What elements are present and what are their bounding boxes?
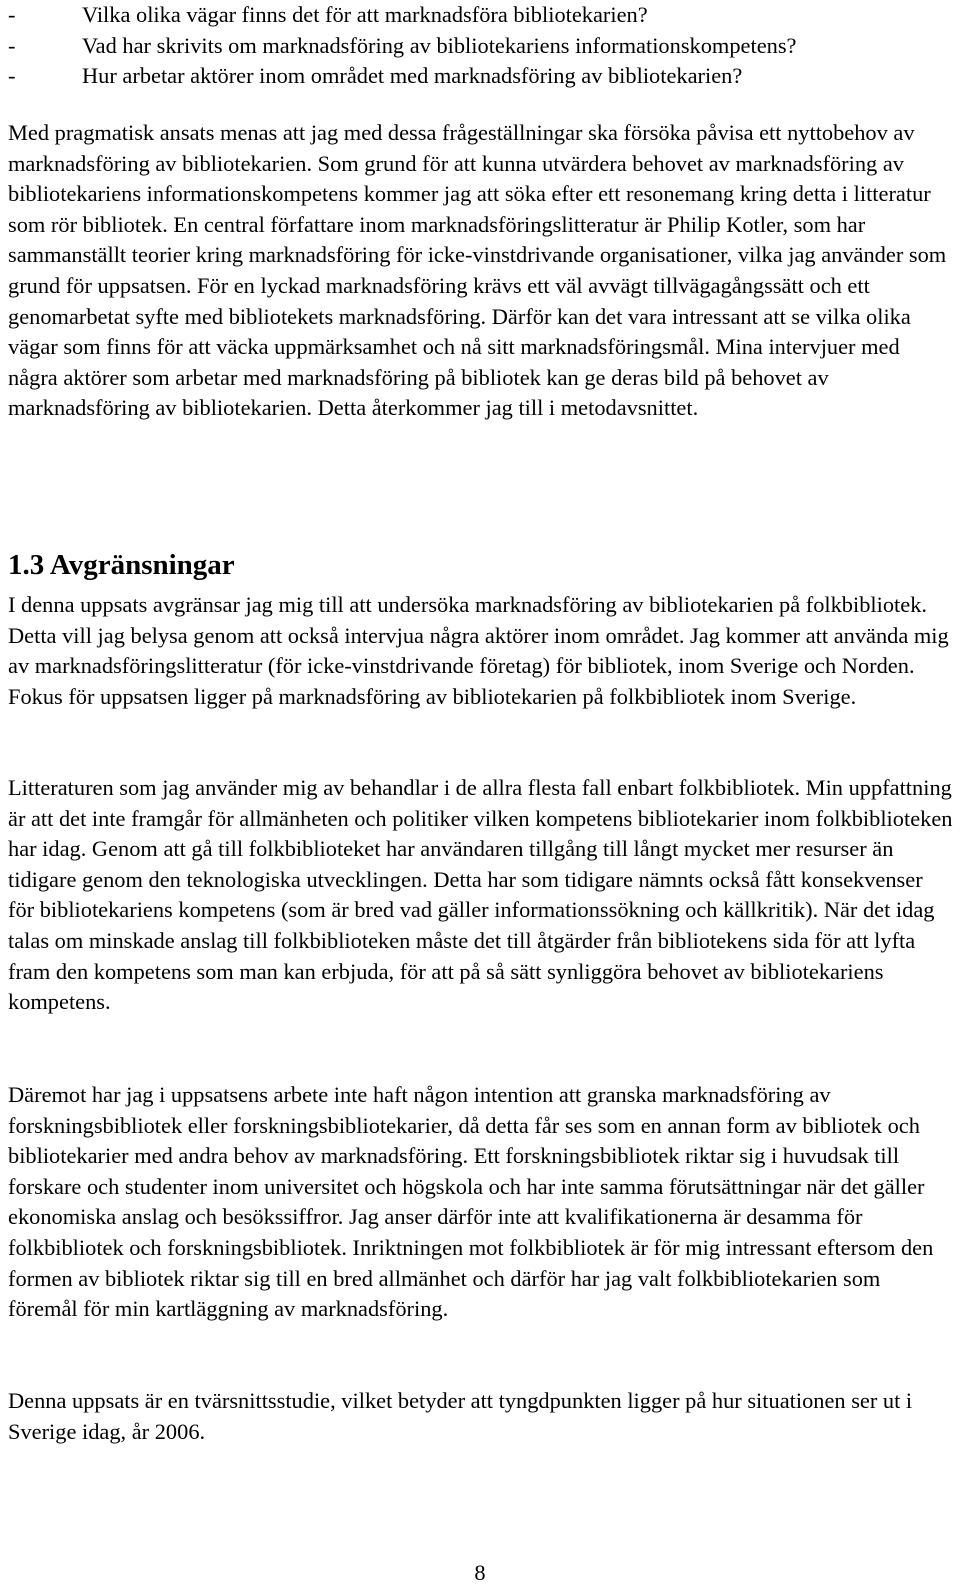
list-marker: - [8, 2, 16, 27]
list-marker: - [8, 63, 16, 89]
list-item-text: Vad har skrivits om marknadsföring av bibliotekariens informationskompetens? [82, 32, 797, 58]
section-number: 1.3 [8, 549, 45, 581]
intro-paragraph: Med pragmatisk ansats menas att jag med dessa frågeställningar ska försöka påvisa ett nyttobehov av marknadsföring av bibliotekarien. Som grund för att kunna utvärdera behovet av marknadsföring av bibliotekariens informationskompetens kommer jag att söka efter ett resonemang kring detta i litteratur som rör bibliotek. En central författare inom marknadsföringslitteratur är Philip Kotler, som har sammanställt teorier kring marknadsföring för icke-vinstdrivande organisationer, vilka jag använder som grund för uppsatsen. För en lyckad marknadsföring krävs ett väl avvägt tillvägagångssätt och ett genomarbetat syfte med bibliotekets marknadsföring. Därför kan det vara intressant att se vilka olika vägar som finns för att väcka uppmärksamhet och nå sitt marknadsföringsmål. Mina intervjuer med några aktörer som arbetar med marknadsföring på bibliotek kan ge deras bild på behovet av marknadsföring av bibliotekarien. Detta återkommer jag till i metodavsnittet. [8, 120, 947, 421]
list-item-text: Vilka olika vägar finns det för att marknadsföra bibliotekarien? [82, 2, 648, 27]
paragraph: Denna uppsats är en tvärsnittsstudie, vilket betyder att tyngdpunkten ligger på hur situationen ser ut i Sverige idag, år 2006. [8, 1388, 913, 1444]
list-marker: - [8, 32, 16, 58]
paragraph: Litteraturen som jag använder mig av behandlar i de allra flesta fall enbart folkbibliotek. Min uppfattning är att det inte framgår för allmänheten och politiker vilken kompetens bibliotekarier inom folkbiblioteken har idag. Genom att gå till folkbiblioteket har användaren tillgång till långt mycket mer resurser än tidigare genom den teknologiska utvecklingen. Detta har som tidigare nämnts också fått konsekvenser för bibliotekariens kompetens (som är bred vad gäller informationssökning och källkritik). När det idag talas om minskade anslag till folkbiblioteken måste det till åtgärder från bibliotekens sida för att lyfta fram den kompetens som man kan erbjuda, för att på så sätt synliggöra behovet av bibliotekariens kompetens. [8, 775, 953, 1015]
section-title: Avgränsningar [49, 549, 235, 581]
section-heading [8, 548, 235, 582]
list-item [8, 31, 953, 62]
list-item [8, 0, 953, 31]
research-questions-list [8, 0, 953, 92]
paragraph: Däremot har jag i uppsatsens arbete inte haft någon intention att granska marknadsföring av forskningsbibliotek eller forskningsbibliotekarier, då detta får ses som en annan form av bibliotek och bibliotekarier med andra behov av marknadsföring. Ett forskningsbibliotek riktar sig i huvudsak till forskare och studenter inom universitet och högskola och har inte samma förutsättningar när det gäller ekonomiska anslag och besökssiffror. Jag anser därför inte att kvalifikationerna är desamma för folkbibliotek och forskningsbibliotek. Inriktningen mot folkbibliotek är för mig intressant eftersom den formen av bibliotek riktar sig till en bred allmänhet och därför har jag valt folkbibliotekarien som föremål för min kartläggning av marknadsföring. [8, 1082, 934, 1322]
page-number: 8 [474, 1560, 486, 1585]
list-item-text: Hur arbetar aktörer inom området med marknadsföring av bibliotekarien? [82, 63, 743, 89]
paragraph: I denna uppsats avgränsar jag mig till att undersöka marknadsföring av bibliotekarien på folkbibliotek. Detta vill jag belysa genom att också intervjua några aktörer inom området. Jag kommer att använda mig av marknadsföringslitteratur (för icke-vinstdrivande företag) för bibliotek, inom Sverige och Norden. Fokus för uppsatsen ligger på marknadsföring av bibliotekarien på folkbibliotek inom Sverige. [8, 592, 949, 709]
list-item [8, 61, 953, 92]
